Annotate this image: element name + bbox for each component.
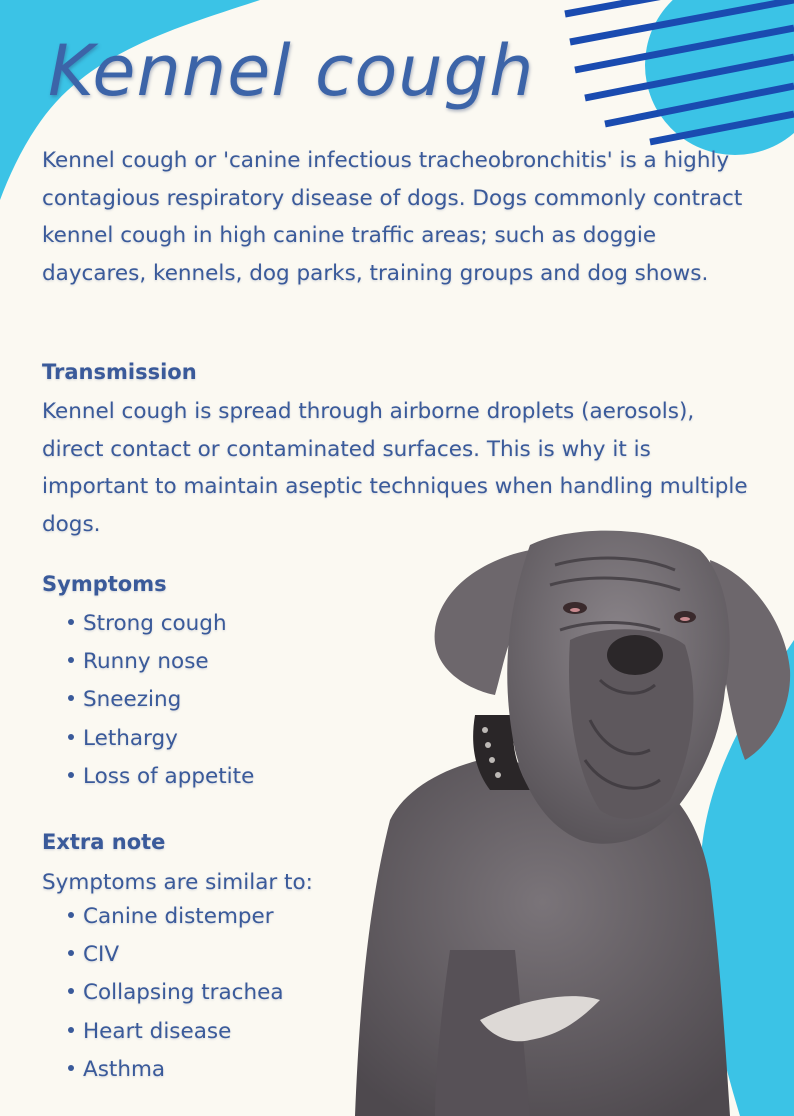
page-title: Kennel cough <box>48 30 535 112</box>
list-item: Canine distemper <box>68 898 284 936</box>
bullet-icon <box>68 988 74 994</box>
bullet-icon <box>68 912 74 918</box>
bullet-icon <box>68 772 74 778</box>
bullet-icon <box>68 950 74 956</box>
list-item: Asthma <box>68 1051 284 1089</box>
extra-note-heading: Extra note <box>42 830 166 854</box>
dog-nose <box>607 635 663 675</box>
bullet-icon <box>68 619 74 625</box>
similar-conditions-list <box>68 898 284 1089</box>
dog-photo <box>330 520 794 1116</box>
list-item: Sneezing <box>68 681 254 719</box>
transmission-heading: Transmission <box>42 360 197 384</box>
intro-paragraph: Kennel cough or 'canine infectious tracheobronchitis' is a highly contagious respiratory disease of dogs. Dogs commonly contract kennel cough in high canine traffic areas; such as doggie daycares, kennels, dog parks, training groups and dog shows. <box>42 148 743 286</box>
bullet-icon <box>68 657 74 663</box>
dog-body <box>355 760 730 1116</box>
bullet-icon <box>68 1065 74 1071</box>
bullet-icon <box>68 1027 74 1033</box>
list-item: Strong cough <box>68 605 254 643</box>
list-item: Loss of appetite <box>68 758 254 796</box>
list-item: Collapsing trachea <box>68 974 284 1012</box>
symptoms-list <box>68 605 254 796</box>
bullet-icon <box>68 734 74 740</box>
extra-note-intro: Symptoms are similar to: <box>42 870 313 895</box>
list-item: CIV <box>68 936 284 974</box>
symptoms-heading: Symptoms <box>42 572 167 596</box>
transmission-paragraph: Kennel cough is spread through airborne droplets (aerosols), direct contact or contaminated surfaces. This is why it is important to maintain aseptic techniques when handling multiple dogs. <box>42 399 748 537</box>
bullet-icon <box>68 695 74 701</box>
list-item: Heart disease <box>68 1013 284 1051</box>
list-item: Lethargy <box>68 720 254 758</box>
list-item: Runny nose <box>68 643 254 681</box>
